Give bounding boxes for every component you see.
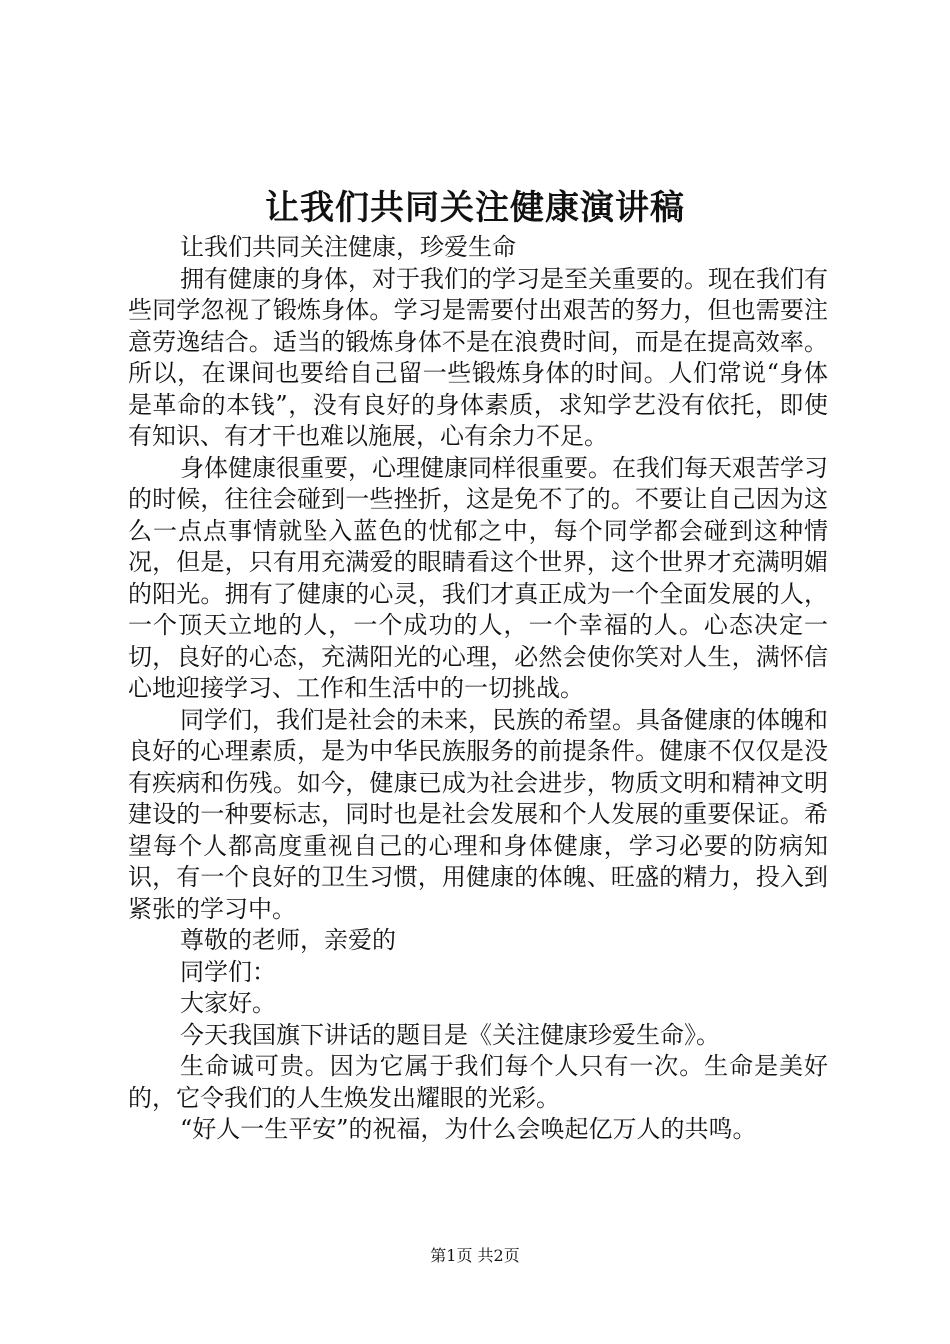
page-footer: 第1页 共2页 bbox=[430, 1246, 520, 1265]
paragraph-subtitle: 让我们共同关注健康，珍爱生命 bbox=[180, 233, 516, 261]
paragraph-salutation: 同学们： bbox=[180, 957, 276, 986]
paragraph-body: 生命诚可贵。因为它属于我们每个人只有一次。生命是美好的，它令我们的人生焕发出耀眼的光彩。 bbox=[128, 1052, 828, 1112]
paragraph-body: 拥有健康的身体，对于我们的学习是至关重要的。现在我们有些同学忽视了锻炼身体。学习是需要付出艰苦的努力，但也需要注意劳逸结合。适当的锻炼身体不是在浪费时间，而是在提高效率。所以，在课间也要给自己留一些锻炼身体的时间。人们常说“身体是革命的本钱”，没有良好的身体素质，求知学艺没有依托，即使有知识、有才干也难以施展，心有余力不足。 bbox=[128, 264, 828, 450]
paragraph-body: “好人一生平安”的祝福，为什么会唤起亿万人的共鸣。 bbox=[180, 1115, 757, 1143]
paragraph-salutation: 尊敬的老师，亲爱的 bbox=[180, 926, 396, 954]
paragraph-body: 同学们，我们是社会的未来，民族的希望。具备健康的体魄和良好的心理素质，是为中华民族服务的前提条件。健康不仅仅是没有疾病和伤残。如今，健康已成为社会进步，物质文明和精神文明建设的一种要标志，同时也是社会发展和个人发展的重要保证。希望每个人都高度重视自己的心理和身体健康，学习必要的防病知识，有一个良好的卫生习惯，用健康的体魄、旺盛的精力，投入到紧张的学习中。 bbox=[128, 705, 828, 923]
paragraph-topic: 今天我国旗下讲话的题目是《关注健康珍爱生命》。 bbox=[180, 1020, 720, 1049]
paragraph-greeting: 大家好。 bbox=[180, 989, 276, 1017]
document-title: 让我们共同关注健康演讲稿 bbox=[265, 188, 685, 228]
document-body bbox=[128, 232, 828, 1146]
paragraph-body: 身体健康很重要，心理健康同样很重要。在我们每天艰苦学习的时候，往往会碰到一些挫折，这是免不了的。不要让自己因为这么一点点事情就坠入蓝色的忧郁之中，每个同学都会碰到这种情况，但是，只有用充满爱的眼睛看这个世界，这个世界才充满明媚的阳光。拥有了健康的心灵，我们才真正成为一个全面发展的人，一个顶天立地的人，一个成功的人，一个幸福的人。心态决定一切，良好的心态，充满阳光的心理，必然会使你笑对人生，满怀信心地迎接学习、工作和生活中的一切挑战。 bbox=[128, 453, 828, 702]
